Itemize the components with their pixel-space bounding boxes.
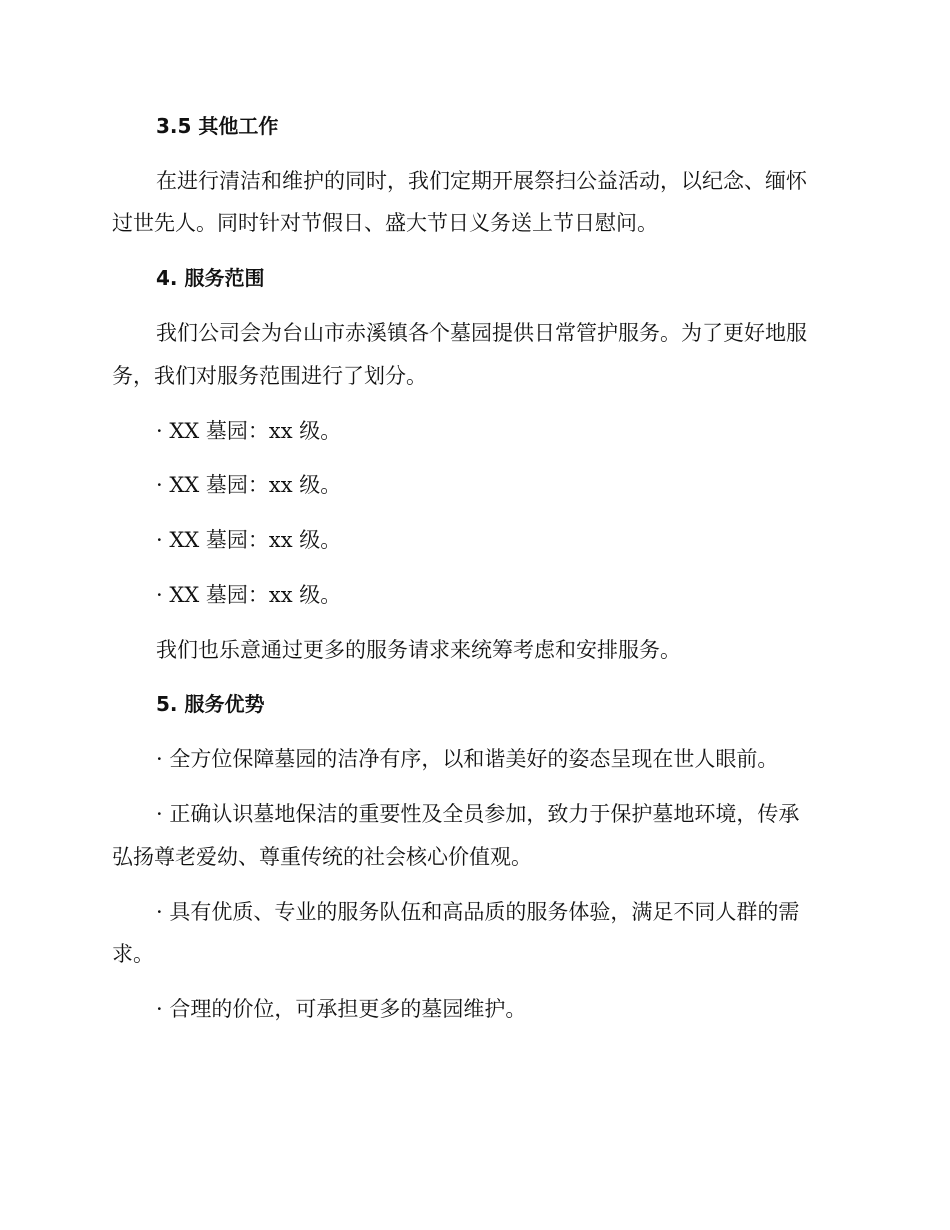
service-scope-list-item: · XX 墓园：xx 级。 (156, 473, 342, 497)
section-heading-service-scope: 4. 服务范围 (156, 266, 265, 290)
advantage-point-4: · 合理的价位，可承担更多的墓园维护。 (156, 997, 527, 1021)
service-scope-intro-line2: 务，我们对服务范围进行了划分。 (112, 364, 427, 388)
advantage-point-3-line1: · 具有优质、专业的服务队伍和高品质的服务体验，满足不同人群的需 (156, 900, 800, 924)
service-scope-list-item: · XX 墓园：xx 级。 (156, 528, 342, 552)
other-work-paragraph-line2: 过世先人。同时针对节假日、盛大节日义务送上节日慰问。 (112, 211, 658, 235)
advantage-point-2-line1: · 正确认识墓地保洁的重要性及全员参加，致力于保护墓地环境，传承 (156, 802, 800, 826)
service-scope-list-item: · XX 墓园：xx 级。 (156, 419, 342, 443)
service-scope-closing: 我们也乐意通过更多的服务请求来统筹考虑和安排服务。 (156, 638, 681, 662)
section-heading-service-advantages: 5. 服务优势 (156, 692, 265, 716)
service-scope-list-item: · XX 墓园：xx 级。 (156, 583, 342, 607)
advantage-point-3-line2: 求。 (112, 942, 154, 966)
advantage-point-1: · 全方位保障墓园的洁净有序，以和谐美好的姿态呈现在世人眼前。 (156, 747, 779, 771)
advantage-point-2-line2: 弘扬尊老爱幼、尊重传统的社会核心价值观。 (112, 845, 532, 869)
section-heading-other-work: 3.5 其他工作 (156, 114, 279, 138)
other-work-paragraph-line1: 在进行清洁和维护的同时，我们定期开展祭扫公益活动，以纪念、缅怀 (156, 169, 807, 193)
service-scope-intro-line1: 我们公司会为台山市赤溪镇各个墓园提供日常管护服务。为了更好地服 (156, 321, 807, 345)
